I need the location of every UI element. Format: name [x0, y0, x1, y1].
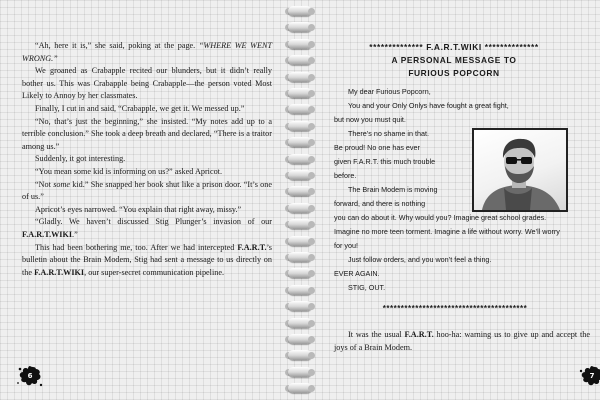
left-paragraph [22, 103, 272, 116]
text-segment: Finally, I cut in and said, “Crabapple, we get it. We messed up.” [35, 103, 245, 113]
body-rest: hoo-ha: warning us to give up and accept the joys of a Brain Modem. [334, 330, 590, 352]
left-paragraph [22, 179, 272, 204]
text-segment: “Gladly. We haven’t discussed Stig Plunger’s invasion of our [35, 217, 272, 227]
letter-line-2: but now you must quit. [334, 115, 406, 124]
letter-salutation: My dear Furious Popcorn, [348, 87, 431, 96]
letter-signoff: STIG, OUT. [348, 283, 386, 292]
letter-wrap-line-3: given F.A.R.T. this much trouble [334, 157, 436, 166]
left-paragraph [22, 166, 272, 179]
text-segment: kid.” She snapped her book shut like a prison door. “It’s one of us.” [22, 179, 272, 202]
text-segment: F.A.R.T. [237, 242, 267, 252]
text-segment: “WHERE WE WENT WRONG.” [22, 41, 273, 63]
wiki-header-title: ************** F.A.R.T.WIKI ************** [369, 42, 539, 52]
message-subtitle-2: FURIOUS POPCORN [408, 68, 500, 78]
letter-wrap-line-4: before. [334, 171, 357, 180]
left-paragraph [22, 65, 272, 103]
letter-paragraph-rest: you can do about it. Why would you? Imagine great school grades. Imagine no more teen torment. Imagine a life without worry. We’ll worry for you! [334, 213, 560, 250]
text-segment: “Not [35, 179, 54, 189]
letter-line-1: You and your Only Onlys have fought a great fight, [348, 101, 509, 110]
letter-wrap-line-2: Be proud! No one has ever [334, 143, 420, 152]
page-number-left: 6 [27, 372, 33, 380]
text-segment: , our super-secret communication pipeline. [84, 267, 224, 277]
stig-portrait-photo [472, 128, 568, 212]
left-paragraph [22, 204, 272, 217]
body-lead: It was the usual [348, 330, 405, 339]
page-number-splat-right [578, 363, 600, 389]
body-bold-fart: F.A.R.T. [404, 330, 434, 339]
text-segment: F.A.R.T.WIKI [34, 267, 85, 277]
text-segment: “Ah, here it is,” she said, poking at the page. [35, 41, 199, 50]
left-paragraph [22, 116, 272, 154]
portrait-illustration [474, 130, 566, 210]
left-page [0, 0, 288, 400]
letter-brain-line: The Brain Modem is moving [348, 185, 438, 194]
page-number-splat-left [16, 363, 44, 389]
left-paragraph [22, 216, 272, 241]
text-segment: Suddenly, it got interesting. [35, 154, 126, 164]
stars-divider: **************************************** [382, 304, 528, 313]
right-page [308, 0, 600, 400]
text-segment: .” [72, 229, 78, 239]
left-paragraph [22, 153, 272, 166]
left-page-text [22, 40, 272, 279]
text-segment: “No, that’s just the beginning,” she insisted. “My notes add up to a terrible conclusion.” She took a deep breath and declared, “There is a traitor among us.” [22, 116, 272, 151]
letter-closing-2: EVER AGAIN. [334, 269, 380, 278]
message-subtitle-1: A PERSONAL MESSAGE TO [391, 55, 517, 65]
text-segment: ’s bulletin about the Brain Modem, Stig had sent a message to us directly on the [22, 242, 272, 277]
left-paragraph [22, 242, 272, 280]
letter-closing-1: Just follow orders, and you won’t feel a thing. [348, 255, 492, 264]
wiki-header [308, 41, 600, 80]
text-segment: This had been bothering me, too. After we had intercepted [35, 242, 238, 252]
text-segment: Apricot’s eyes narrowed. “You explain that right away, missy.” [35, 204, 242, 214]
right-page-paragraph [334, 328, 590, 354]
text-segment: We groaned as Crabapple recited our blunders, but it didn’t really bother us. This was Crabapple being Crabapple—the person voted Most Likely to Annoy by her classmates. [22, 66, 272, 101]
text-segment: F.A.R.T.WIKI [22, 229, 73, 239]
text-segment: “You mean some kid is informing on us?” asked Apricot. [35, 166, 222, 176]
left-paragraph [22, 40, 272, 65]
page-number-right: 7 [589, 372, 595, 380]
text-segment: some [53, 179, 71, 189]
letter-brain-wrap: forward, and there is nothing [334, 199, 426, 208]
right-page-body [334, 328, 590, 354]
letter-wrap-line-1: There’s no shame in that. [348, 129, 429, 138]
